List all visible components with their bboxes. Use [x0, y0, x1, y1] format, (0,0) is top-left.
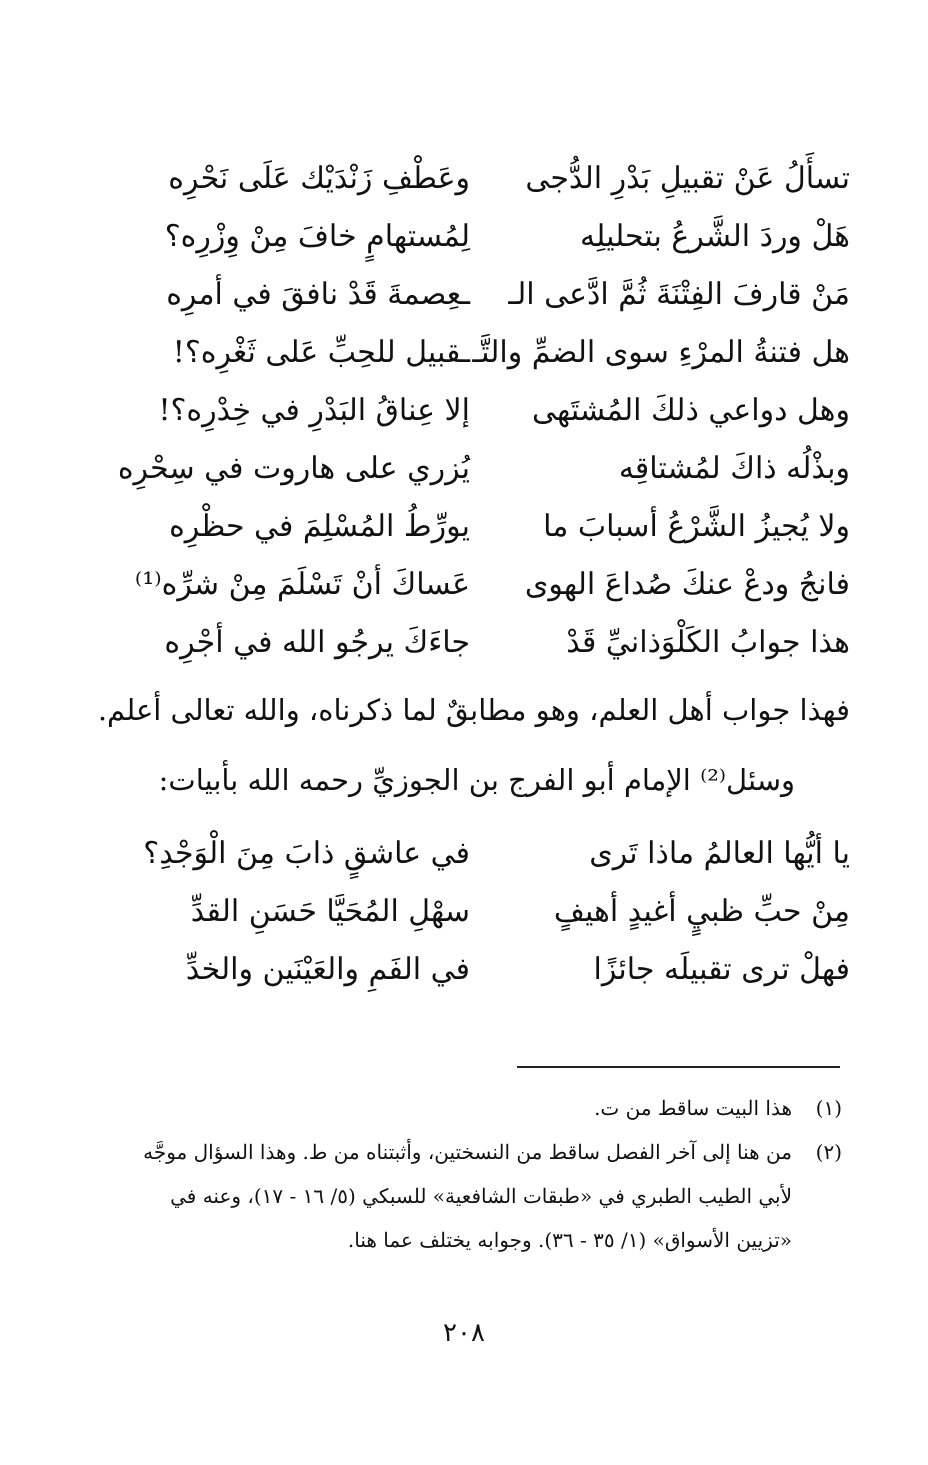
verse-first-hemistich: مِنْ حبِّ ظبيٍ أغيدٍ أهيفٍ — [553, 894, 850, 929]
footnote-2-continuation: لأبي الطيب الطبري في «طبقات الشافعية» للسبكي (٥/ ١٦ - ١٧)، وعنه في — [170, 1184, 792, 1208]
poem-second — [60, 825, 850, 999]
footnote-2 — [62, 1130, 842, 1174]
verse-first-hemistich: تسأَلُ عَنْ تقبيلِ بَدْرِ الدُّجى — [525, 161, 850, 196]
footnote-separator — [517, 1066, 840, 1068]
verse-second-hemistich: سهْلِ المُحَيَّا حَسَنِ القدِّ — [190, 894, 470, 929]
verse — [60, 883, 850, 941]
verse — [60, 498, 850, 556]
footnotes — [62, 1086, 842, 1262]
verse-second-hemistich: ـقبيل للحِبِّ عَلى ثَغْرِه؟! — [172, 335, 470, 370]
verse — [60, 440, 850, 498]
verse-second-hemistich: يورِّطُ المُسْلِمَ في حظْرِه — [169, 509, 470, 544]
verse-second-hemistich: جاءَكَ يرجُو الله في أجْرِه — [164, 625, 470, 660]
verse-first-hemistich: فانجُ ودعْ عنكَ صُداعَ الهوى — [524, 567, 850, 602]
verse-first-hemistich: هذا جوابُ الكَلْوَذانيِّ قَدْ — [566, 625, 850, 660]
footnote-text: هذا البيت ساقط من ت. — [594, 1096, 792, 1120]
poem-first — [60, 150, 850, 672]
verse — [60, 941, 850, 999]
verse — [60, 382, 850, 440]
verse-second-hemistich: عَساكَ أنْ تَسْلَمَ مِنْ شرِّه⁽¹⁾ — [134, 567, 470, 602]
verse — [60, 208, 850, 266]
paragraph-answer-conclusion: فهذا جواب أهل العلم، وهو مطابقٌ لما ذكرناه، والله تعالى أعلم. — [97, 693, 850, 727]
verse-first-hemistich: يا أيُّها العالمُ ماذا تَرى — [589, 836, 850, 871]
verse — [60, 614, 850, 672]
verse-second-hemistich: إلا عِناقُ البَدْرِ في خِدْرِه؟! — [158, 393, 470, 428]
footnote-2-continuation: «تزيين الأسواق» (١/ ٣٥ - ٣٦). وجوابه يختلف عما هنا. — [347, 1228, 792, 1252]
verse-first-hemistich: فهلْ ترى تقبيلَه جائزًا — [593, 952, 850, 987]
verse-second-hemistich: في عاشقٍ ذابَ مِنَ الْوَجْدِ؟ — [143, 836, 470, 871]
verse-first-hemistich: ولا يُجيزُ الشَّرْعُ أسبابَ ما — [543, 509, 850, 544]
footnote-text: من هنا إلى آخر الفصل ساقط من النسختين، وأثبتناه من ط. وهذا السؤال موجَّه — [143, 1140, 792, 1164]
verse — [60, 150, 850, 208]
verse — [60, 324, 850, 382]
verse-first-hemistich: مَنْ قارفَ الفِتْنَةَ ثُمَّ ادَّعى الـ — [508, 277, 850, 312]
footnote-number: (١) — [815, 1096, 842, 1120]
verse — [60, 556, 850, 614]
verse-second-hemistich: لِمُستهامٍ خافَ مِنْ وِزْرِه؟ — [164, 219, 470, 254]
verse-first-hemistich: هل فتنةُ المرْءِ سوى الضمِّ والتَّـ — [472, 335, 850, 370]
footnote-number: (٢) — [815, 1140, 842, 1164]
verse-second-hemistich: يُزري على هاروت في سِحْرِه — [117, 451, 470, 486]
verse-first-hemistich: هَلْ وردَ الشَّرعُ بتحليلِه — [580, 219, 850, 254]
footnote-1 — [62, 1086, 842, 1130]
verse-second-hemistich: في الفَمِ والعَيْنَين والخدِّ — [185, 952, 470, 987]
page-number: ٢٠٨ — [443, 1318, 485, 1348]
verse-first-hemistich: وهل دواعي ذلكَ المُشتَهى — [532, 393, 850, 428]
paragraph-question-intro: وسئل⁽²⁾ الإمام أبو الفرج بن الجوزيِّ رحمه الله بأبيات: — [158, 763, 795, 797]
verse-first-hemistich: وبذْلُه ذاكَ لمُشتاقِه — [618, 451, 850, 486]
verse-second-hemistich: ـعِصمةَ قَدْ نافقَ في أمرِه — [166, 277, 470, 312]
verse-second-hemistich: وعَطْفِ زَنْدَيْك عَلَى نَحْرِه — [168, 161, 470, 196]
verse — [60, 266, 850, 324]
verse — [60, 825, 850, 883]
